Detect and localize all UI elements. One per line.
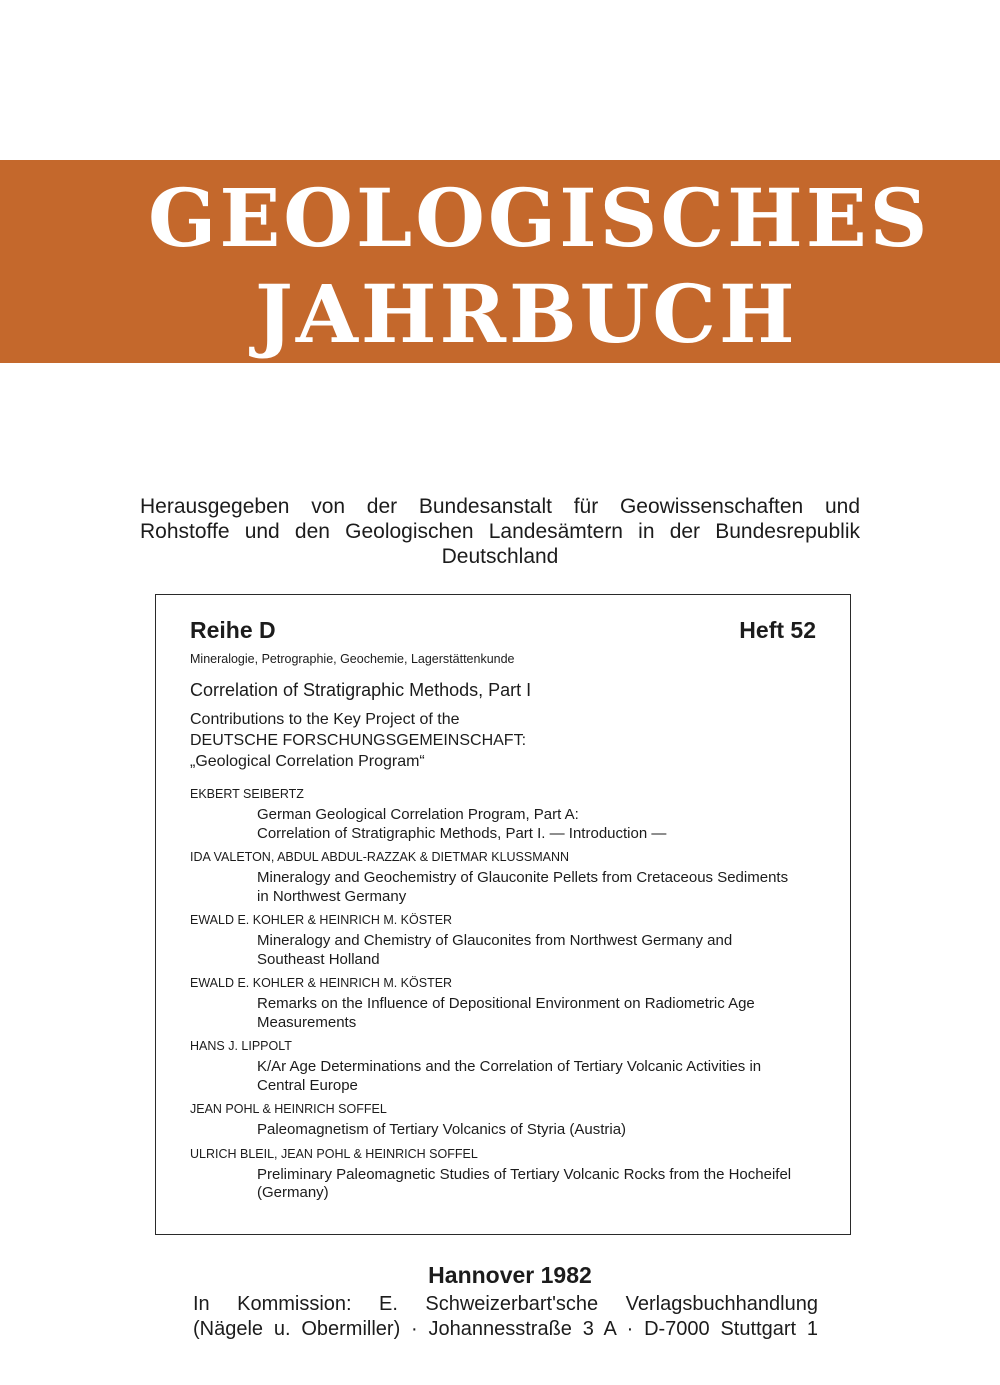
- entry-title-line-1: Preliminary Paleomagnetic Studies of Tertiary Volcanic Rocks from the Hocheifel: [257, 1165, 792, 1183]
- contents-list: [190, 786, 820, 1209]
- contribution-line-3: „Geological Correlation Program“: [190, 753, 425, 770]
- entry-title-line-2: Measurements: [257, 1013, 357, 1031]
- journal-title-line-2: JAHRBUCH: [255, 267, 798, 361]
- entry-title-line-1: Paleomagnetism of Tertiary Volcanics of Styria (Austria): [257, 1121, 627, 1138]
- contents-entry: [190, 849, 820, 906]
- contents-entry: [190, 912, 820, 969]
- entry-title-line-1: K/Ar Age Determinations and the Correlation of Tertiary Volcanic Activities in: [257, 1058, 762, 1075]
- entry-title: [257, 932, 820, 969]
- contribution-note: [190, 709, 526, 772]
- entry-title: [257, 1058, 820, 1095]
- entry-title-line-2: Southeast Holland: [257, 950, 380, 968]
- entry-authors: EWALD E. KOHLER & HEINRICH M. KÖSTER: [190, 976, 453, 990]
- entry-title-line-1: Mineralogy and Chemistry of Glauconites from Northwest Germany and: [257, 932, 733, 949]
- journal-title-line-1: GEOLOGISCHES: [148, 171, 931, 265]
- entry-title-line-1: Remarks on the Influence of Depositional Environment on Radiometric Age: [257, 995, 755, 1012]
- imprint-line-1: In Kommission: E. Schweizerbart'sche Verlagsbuchhandlung: [193, 1293, 818, 1315]
- title-banner: [0, 160, 1000, 363]
- contents-entry: [190, 1146, 820, 1203]
- publisher-line-3: Deutschland: [441, 545, 559, 568]
- entry-title: [257, 869, 820, 906]
- series-label: Reihe D: [190, 617, 276, 643]
- contribution-line-1: Contributions to the Key Project of the: [190, 711, 460, 728]
- entry-title-line-1: German Geological Correlation Program, Part A:: [257, 806, 579, 823]
- contents-entry: [190, 1101, 820, 1140]
- contents-entry: [190, 975, 820, 1032]
- publisher-line-1: Herausgegeben von der Bundesanstalt für Geowissenschaften und: [140, 495, 860, 518]
- entry-title: [257, 995, 820, 1032]
- entry-authors: IDA VALETON, ABDUL ABDUL-RAZZAK & DIETMAR KLUSSMANN: [190, 850, 570, 864]
- entry-title: [257, 1121, 820, 1140]
- contribution-line-2: DEUTSCHE FORSCHUNGSGEMEINSCHAFT:: [190, 732, 527, 749]
- contents-entry: [190, 786, 820, 843]
- entry-title-line-2: Correlation of Stratigraphic Methods, Part I. — Introduction —: [257, 824, 667, 842]
- publisher-line-2: Rohstoffe und den Geologischen Landesämtern in der Bundesrepublik: [140, 520, 860, 543]
- imprint-city-year: Hannover 1982: [428, 1262, 592, 1288]
- entry-title: [257, 806, 820, 843]
- entry-authors: EWALD E. KOHLER & HEINRICH M. KÖSTER: [190, 913, 453, 927]
- series-subjects: Mineralogie, Petrographie, Geochemie, Lagerstättenkunde: [190, 652, 515, 666]
- imprint-distributor: [193, 1292, 818, 1342]
- entry-title-line-1: Mineralogy and Geochemistry of Glauconite Pellets from Cretaceous Sediments: [257, 869, 789, 886]
- volume-title: Correlation of Stratigraphic Methods, Part I: [190, 680, 532, 700]
- contents-entry: [190, 1038, 820, 1095]
- entry-title: [257, 1166, 820, 1203]
- entry-authors: JEAN POHL & HEINRICH SOFFEL: [190, 1102, 387, 1116]
- contents-box: [155, 594, 851, 1235]
- publisher-statement: [140, 494, 860, 569]
- imprint-line-2: (Nägele u. Obermiller) · Johannesstraße 3 A · D-7000 Stuttgart 1: [193, 1318, 818, 1340]
- entry-authors: ULRICH BLEIL, JEAN POHL & HEINRICH SOFFEL: [190, 1146, 478, 1161]
- entry-title-line-2: (Germany): [257, 1184, 329, 1201]
- entry-authors: EKBERT SEIBERTZ: [190, 787, 304, 801]
- entry-title-line-2: in Northwest Germany: [257, 887, 407, 905]
- entry-authors: HANS J. LIPPOLT: [190, 1039, 292, 1053]
- entry-title-line-2: Central Europe: [257, 1076, 358, 1094]
- issue-label: Heft 52: [739, 617, 816, 643]
